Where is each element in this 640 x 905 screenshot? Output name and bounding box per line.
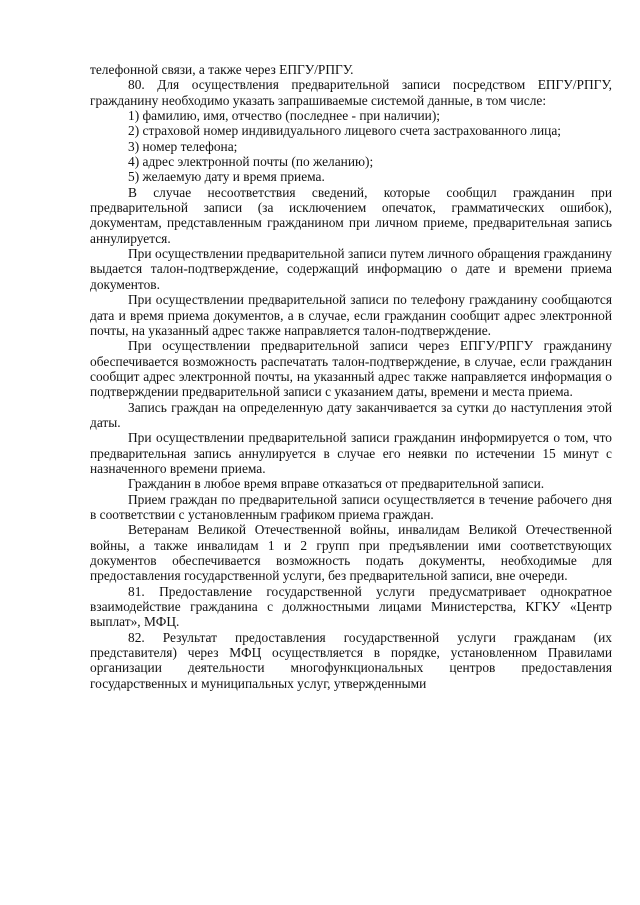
paragraph-veterans: Ветеранам Великой Отечественной войны, инвалидам Великой Отечественной войны, а также инвалидам 1 и 2 групп при предъявлении ими соответствующих документов обеспечивается возможность подать документы, необходимые для предоставления государственной услуги, без предварительной записи, вне очереди. — [90, 522, 612, 584]
document-page — [90, 62, 612, 691]
list-item-2: 2) страховой номер индивидуального лицевого счета застрахованного лица; — [128, 123, 561, 139]
list-item-3: 3) номер телефона; — [128, 138, 238, 154]
paragraph-mismatch: В случае несоответствия сведений, которые сообщил гражданин при предварительной записи (за исключением опечаток, грамматических ошибок), документам, представленным гражданином при личном приеме, предварительная запись аннулируется. — [90, 184, 612, 246]
paragraph-deadline: Запись граждан на определенную дату заканчивается за сутки до наступления этой даты. — [90, 399, 612, 430]
paragraph-clause-81: 81. Предоставление государственной услуги предусматривает однократное взаимодействие гражданина с должностными лицами Министерства, КГКУ «Центр выплат», МФЦ. — [90, 583, 612, 630]
paragraph-continuation: телефонной связи, а также через ЕПГУ/РПГУ. — [90, 62, 354, 77]
paragraph-phone: При осуществлении предварительной записи по телефону гражданину сообщаются дата и время приема документов, а в случае, если гражданин сообщит адрес электронной почты, на указанный адрес также направляется талон-подтверждение. — [90, 292, 612, 338]
paragraph-clause-80: 80. Для осуществления предварительной записи посредством ЕПГУ/РПГУ, гражданину необходимо указать запрашиваемые системой данные, в том числе: — [90, 77, 612, 108]
paragraph-epgu: При осуществлении предварительной записи через ЕПГУ/РПГУ гражданину обеспечивается возможность распечатать талон-подтверждение, в случае, если гражданин сообщит адрес электронной почты, на указанный адрес также направляется информация о подтверждении предварительной записи с указанием даты, времени и места приема. — [90, 338, 612, 400]
paragraph-personal-visit: При осуществлении предварительной записи путем личного обращения гражданину выдается талон-подтверждение, содержащий информацию о дате и времени приема документов. — [90, 246, 612, 292]
list-item-5: 5) желаемую дату и время приема. — [128, 169, 325, 185]
paragraph-schedule: Прием граждан по предварительной записи осуществляется в течение рабочего дня в соответствии с установленным графиком приема граждан. — [90, 491, 612, 522]
list-item-4: 4) адрес электронной почты (по желанию); — [128, 154, 374, 170]
list-item-1: 1) фамилию, имя, отчество (последнее - при наличии); — [128, 108, 441, 124]
paragraph-clause-82: 82. Результат предоставления государственной услуги гражданам (их представителя) через МФЦ осуществляется в порядке, установленном Правилами организации деятельности многофункциональных центров предоставления государственных и муниципальных услуг, утвержденными — [90, 629, 612, 691]
paragraph-cancel: Гражданин в любое время вправе отказаться от предварительной записи. — [128, 476, 545, 492]
paragraph-no-show: При осуществлении предварительной записи гражданин информируется о том, что предварительная запись аннулируется в случае его неявки по истечении 15 минут с назначенного времени приема. — [90, 430, 612, 476]
